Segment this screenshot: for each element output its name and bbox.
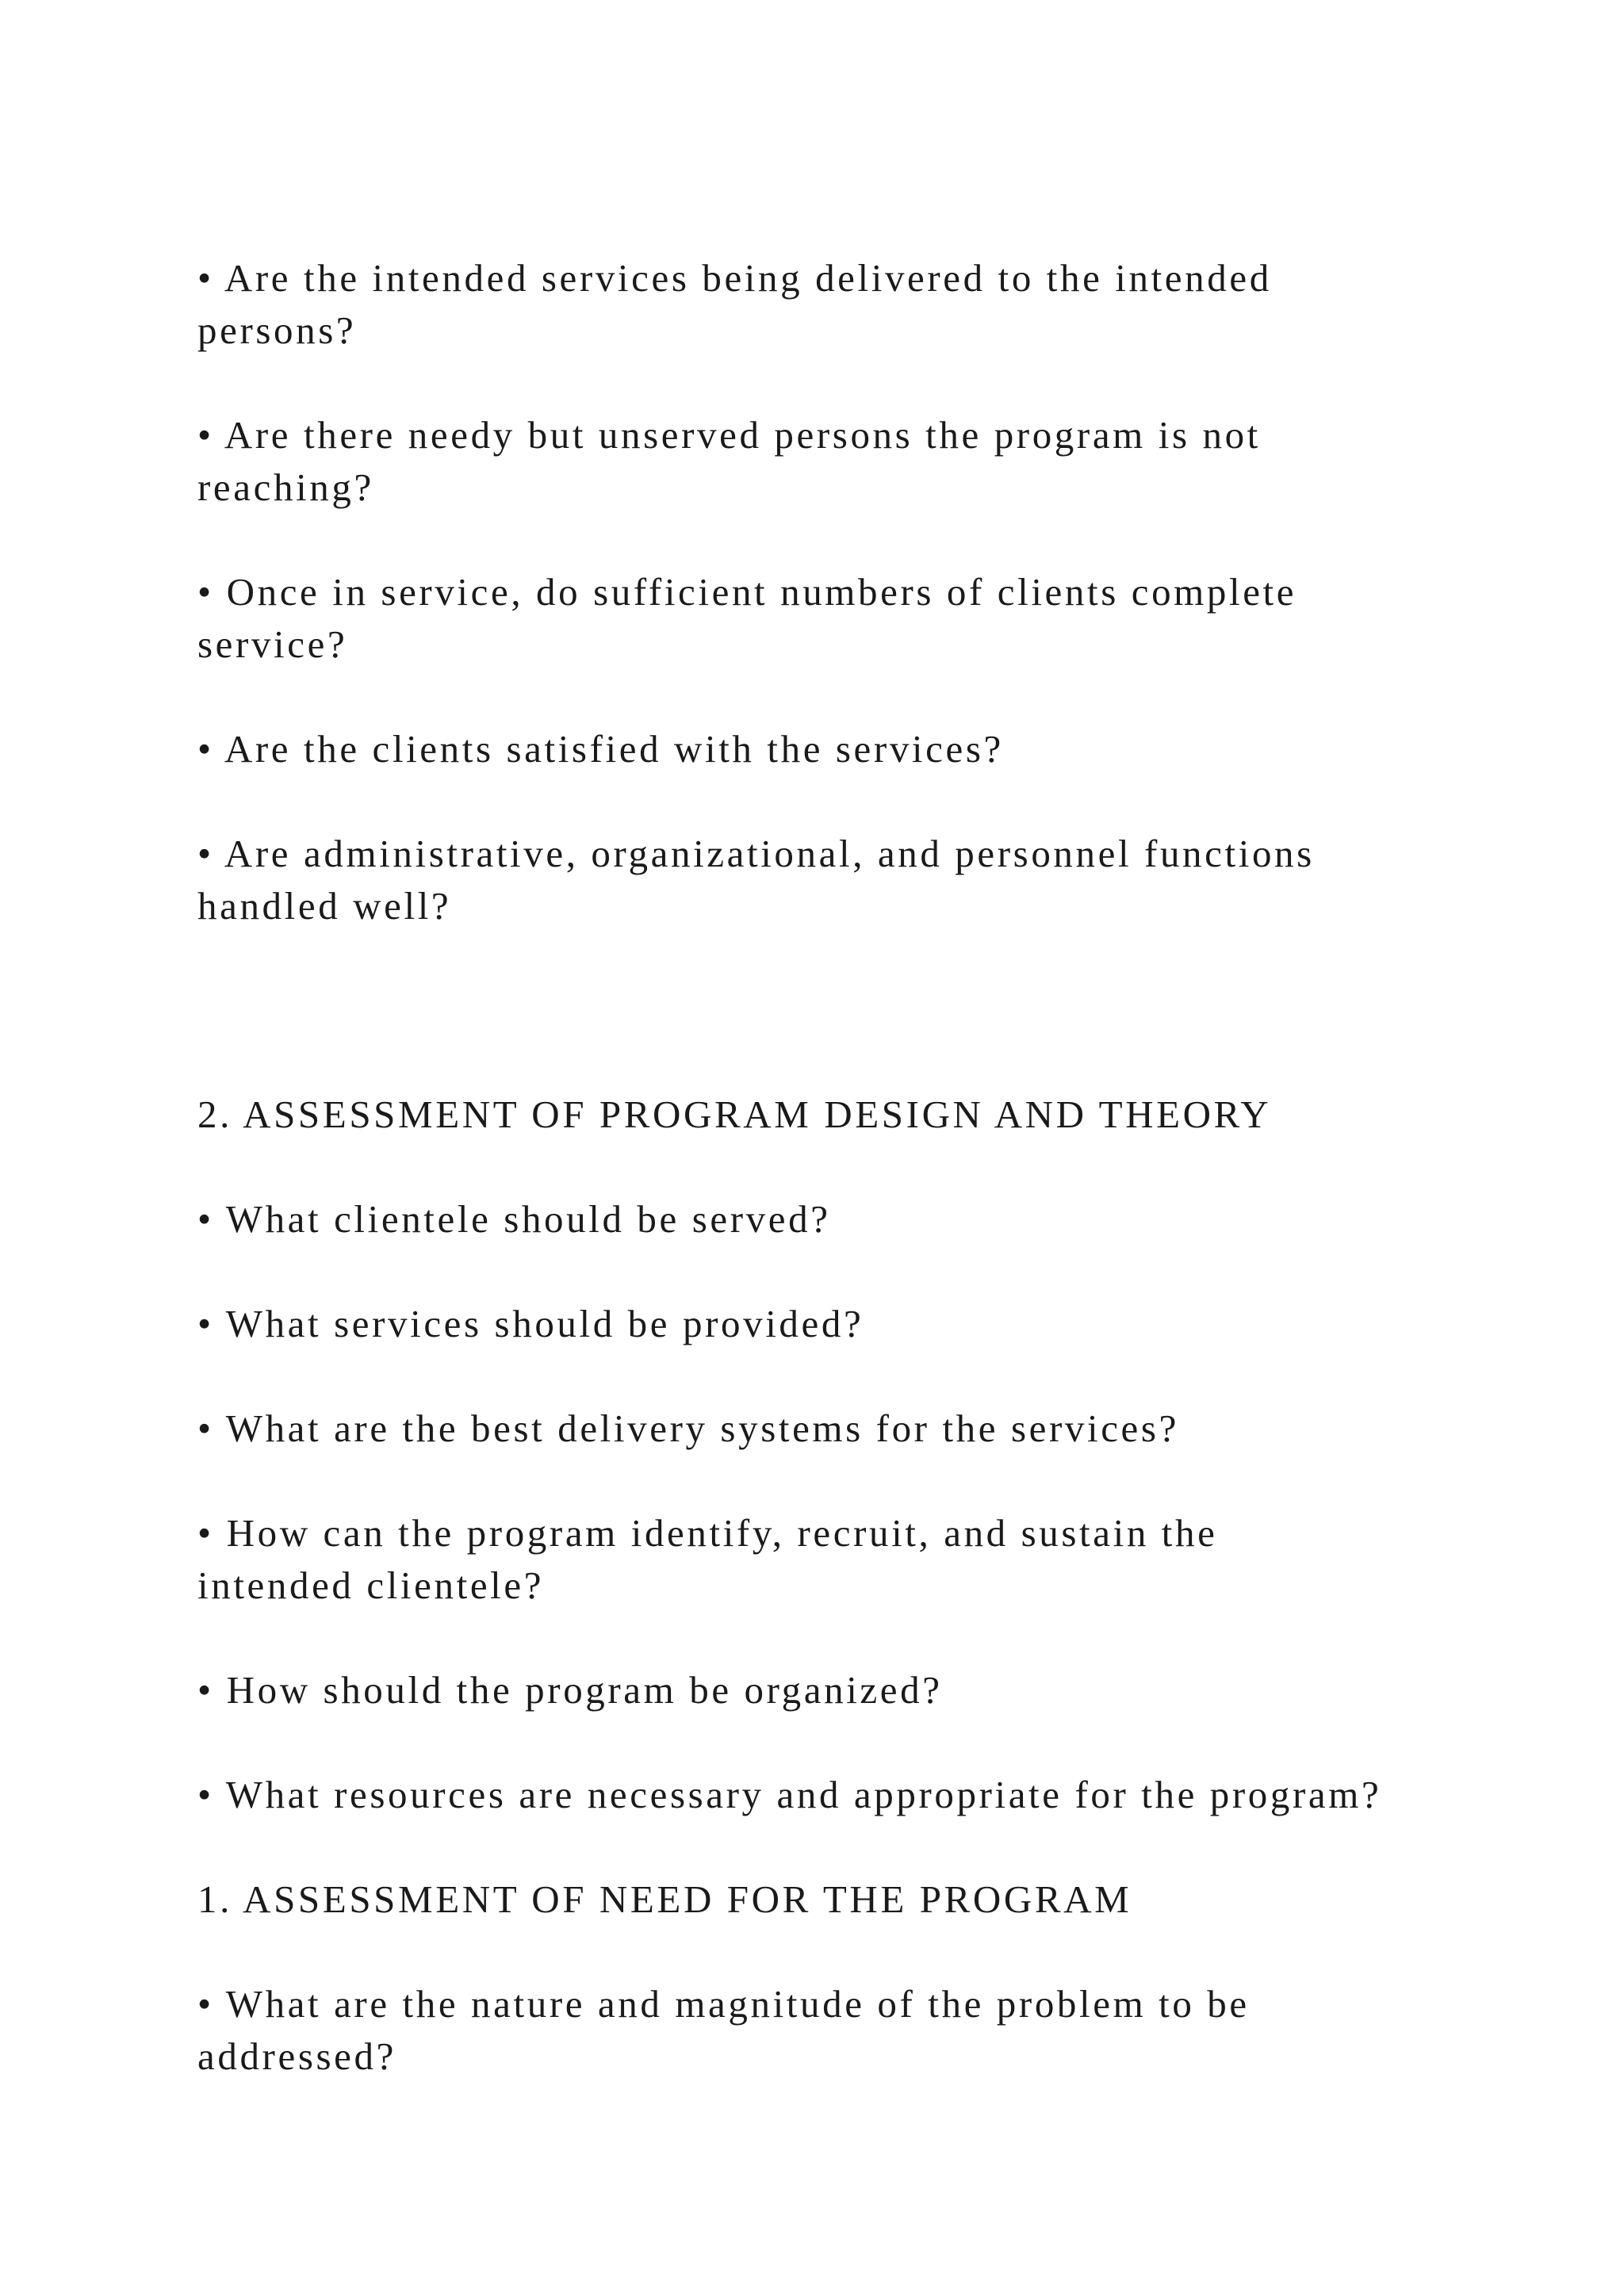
text-line: handled well? <box>197 884 452 928</box>
text-line: • Once in service, do sufficient numbers of clients complete <box>197 570 1297 614</box>
bullet-item-program-organized <box>197 1664 943 1716</box>
bullet-item-unserved-persons <box>197 409 1261 514</box>
text-line: • Are the clients satisfied with the services? <box>197 727 1004 771</box>
section-heading-need-for-program <box>197 1873 1132 1926</box>
bullet-item-administrative-functions <box>197 828 1315 932</box>
text-line: reaching? <box>197 465 374 509</box>
text-line: service? <box>197 622 348 666</box>
bullet-item-recruit-clientele <box>197 1507 1217 1612</box>
text-line: • What resources are necessary and appropriate for the program? <box>197 1773 1382 1816</box>
heading-text: 2. ASSESSMENT OF PROGRAM DESIGN AND THEORY <box>197 1093 1272 1136</box>
bullet-item-delivery-systems <box>197 1402 1179 1455</box>
bullet-item-intended-services <box>197 252 1272 357</box>
text-line: • Are administrative, organizational, and personnel functions <box>197 832 1315 875</box>
bullet-item-nature-magnitude <box>197 1978 1250 2083</box>
text-line: intended clientele? <box>197 1563 545 1607</box>
text-line: • Are there needy but unserved persons the program is not <box>197 413 1261 457</box>
bullet-item-services-provided <box>197 1298 864 1350</box>
text-line: • What are the nature and magnitude of the problem to be <box>197 1982 1250 2026</box>
text-line: • How can the program identify, recruit, and sustain the <box>197 1511 1218 1555</box>
text-line: • What clientele should be served? <box>197 1197 831 1241</box>
section-heading-program-design <box>197 1089 1271 1141</box>
text-line: • How should the program be organized? <box>197 1668 943 1712</box>
bullet-item-complete-service <box>197 566 1297 671</box>
text-line: • Are the intended services being delivered to the intended <box>197 256 1272 300</box>
heading-text: 1. ASSESSMENT OF NEED FOR THE PROGRAM <box>197 1877 1132 1921</box>
text-line: • What services should be provided? <box>197 1302 864 1345</box>
text-line: addressed? <box>197 2034 396 2078</box>
bullet-item-clients-satisfied <box>197 723 1004 775</box>
bullet-item-resources <box>197 1769 1381 1821</box>
text-line: persons? <box>197 308 357 352</box>
text-line: • What are the best delivery systems for the services? <box>197 1406 1179 1450</box>
bullet-item-clientele <box>197 1193 831 1246</box>
